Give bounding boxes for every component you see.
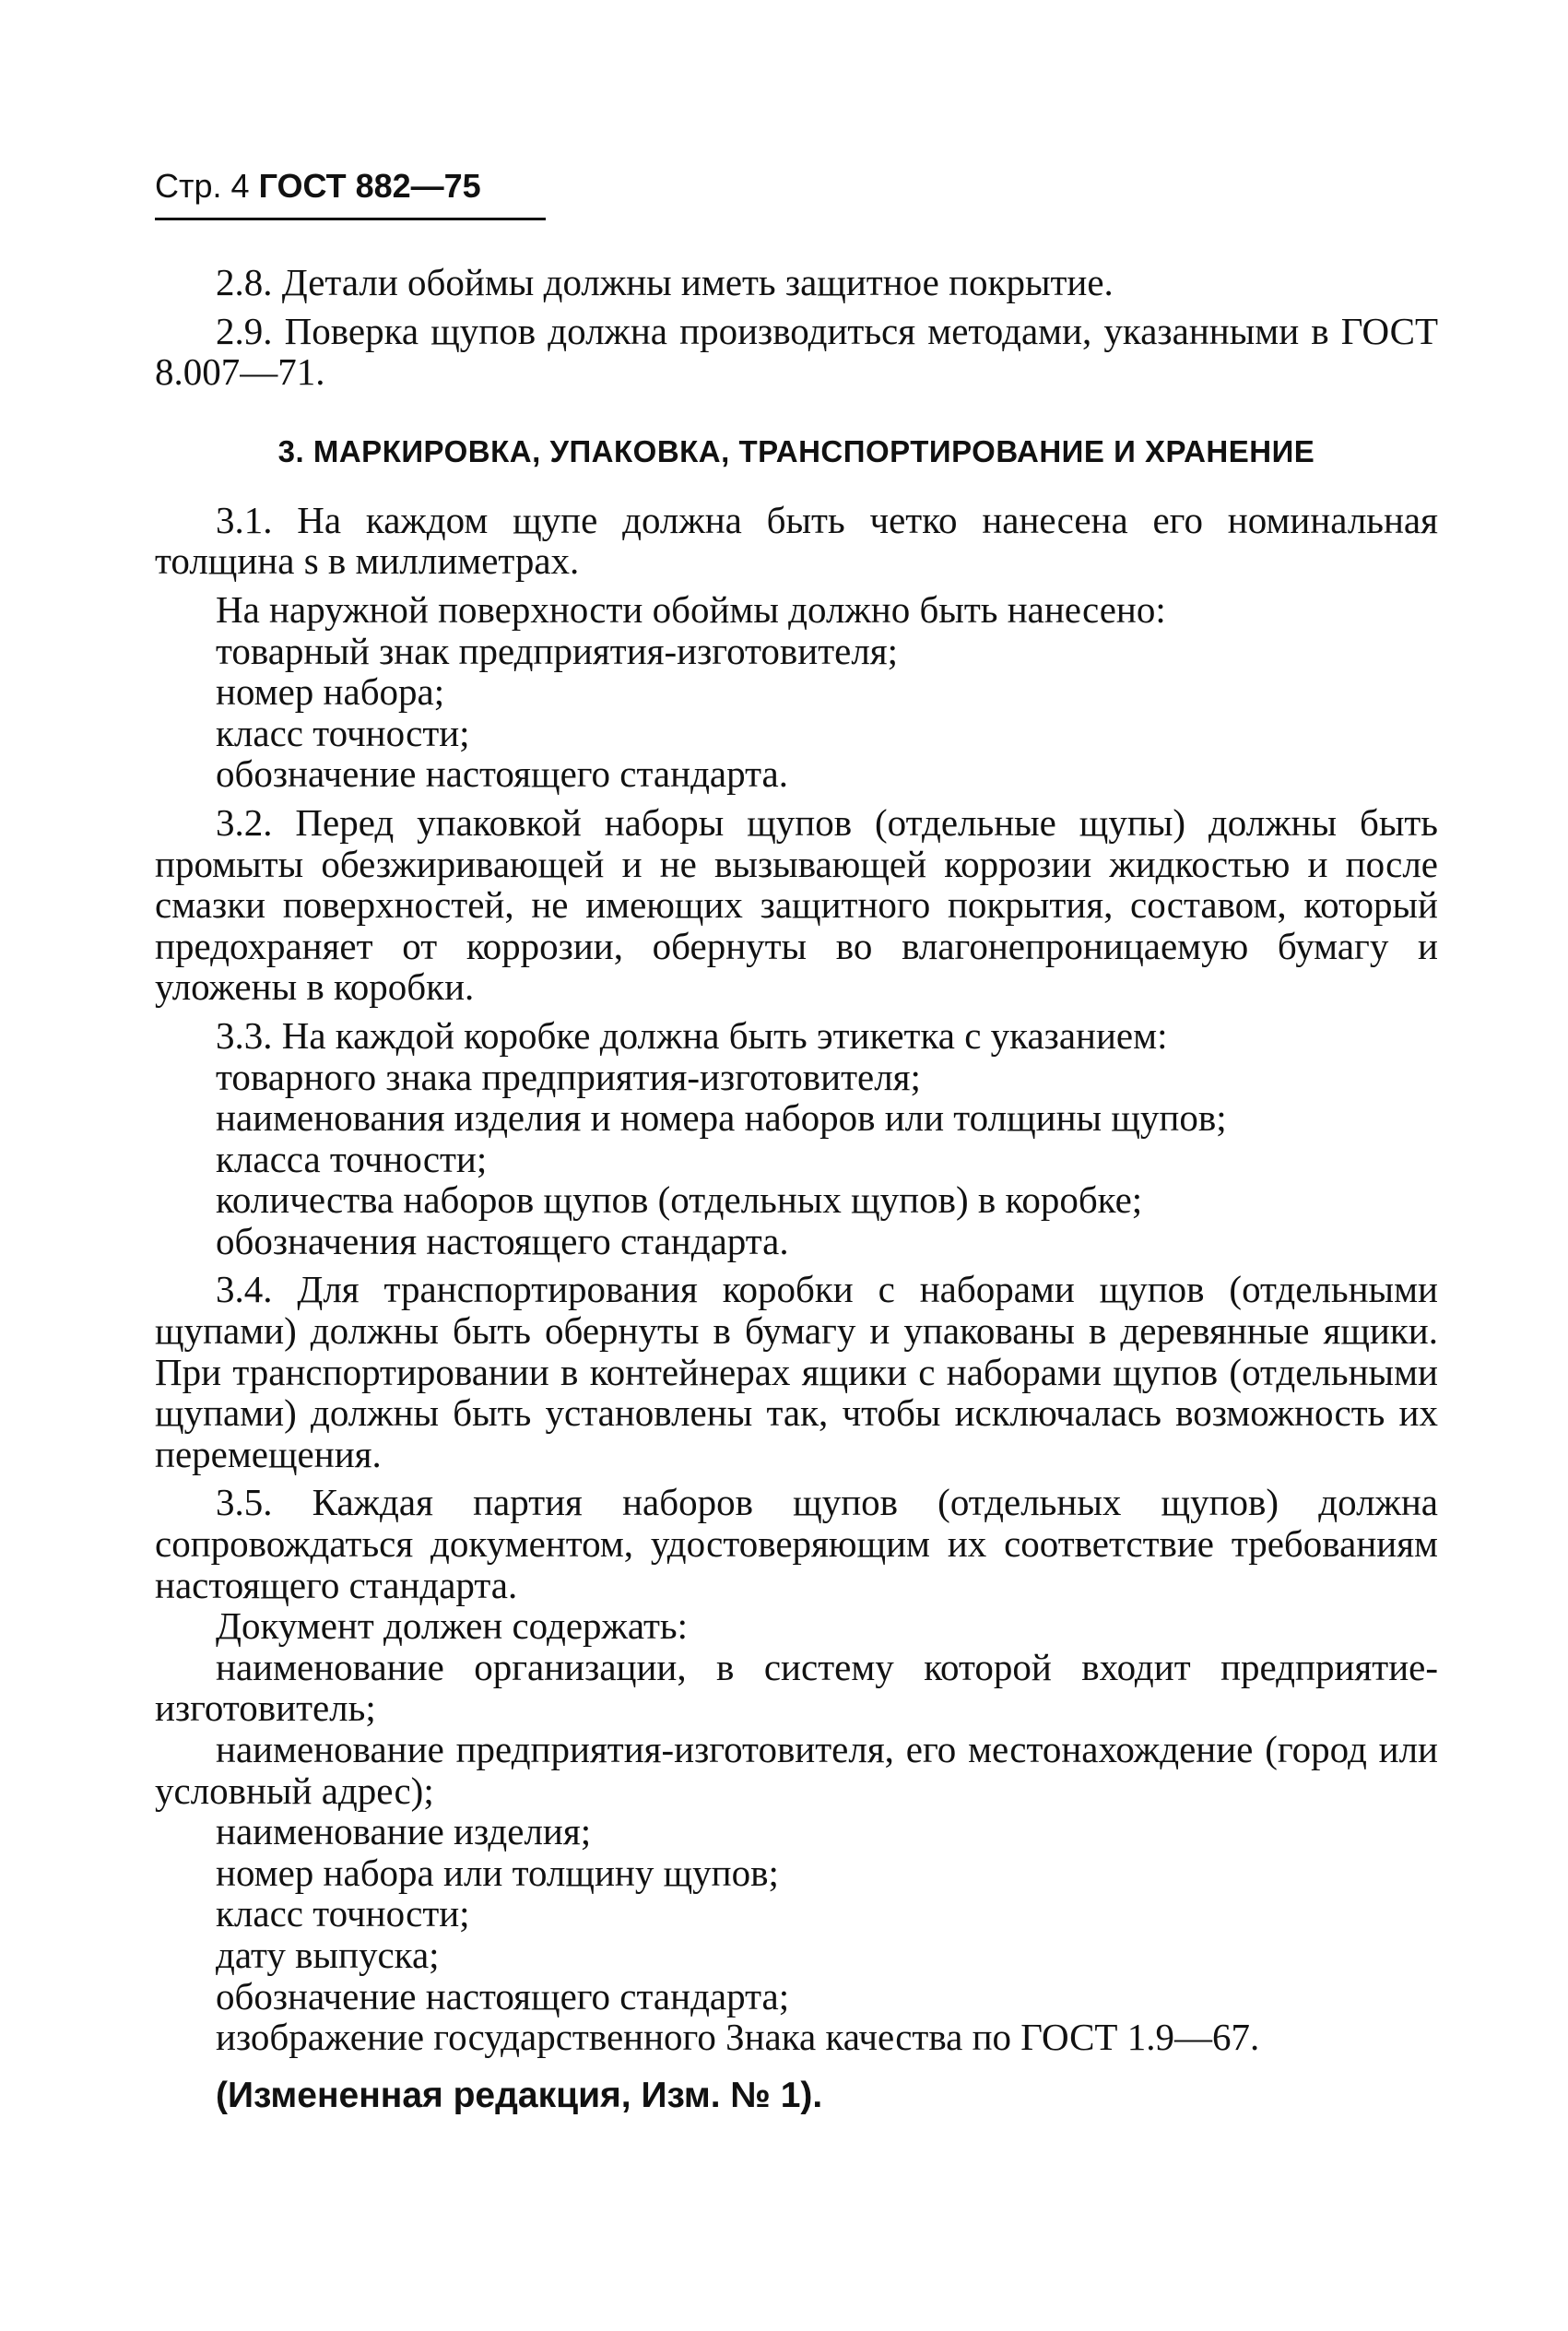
list-item: обозначение настоящего стандарта; xyxy=(216,1974,790,2017)
standard-number: ГОСТ 882—75 xyxy=(258,167,481,205)
clause-2-9: 2.9. Поверка щупов должна производиться методами, указанными в ГОСТ 8.007—71. xyxy=(155,309,1438,394)
list-item: наименование организации, в систему которой входит предприятие-изготовитель; xyxy=(155,1645,1438,1730)
clause-3-3: 3.3. На каждой коробке должна быть этикетка с указанием: xyxy=(216,1013,1168,1057)
clause-3-5-intro: Документ должен содержать: xyxy=(216,1604,689,1648)
list-item: класс точности; xyxy=(216,1892,470,1935)
clause-3-5: 3.5. Каждая партия наборов щупов (отдельных щупов) должна сопровождаться документом, удостоверяющим их соответствие требованиям настоящего стандарта. xyxy=(155,1481,1438,1606)
list-item: обозначение настоящего стандарта. xyxy=(216,752,788,796)
list-item: номер набора; xyxy=(216,670,445,714)
page-header xyxy=(155,166,481,207)
clause-3-4: 3.4. Для транспортирования коробки с наборами щупов (отдельными щупами) должны быть обернуты в бумагу и упакованы в деревянные ящики. При транспортировании в контейнерах ящики с наборами щупов (отдельными щупами) должны быть установлены так, чтобы исключалась возможность их перемещения. xyxy=(155,1268,1438,1475)
list-item: товарный знак предприятия-изготовителя; xyxy=(216,629,899,672)
list-item: изображение государственного Знака качества по ГОСТ 1.9—67. xyxy=(216,2016,1260,2059)
clause-3-2: 3.2. Перед упаковкой наборы щупов (отдельные щупы) должны быть промыты обезжиривающей и не вызывающей коррозии жидкостью и после смазки поверхностей, не имеющих защитного покрытия, составом, который предохраняет от коррозии, обернуты во влагонепроницаемую бумагу и уложены в коробки. xyxy=(155,800,1438,1009)
section-3-title: 3. МАРКИРОВКА, УПАКОВКА, ТРАНСПОРТИРОВАНИЕ И ХРАНЕНИЕ xyxy=(277,433,1315,468)
list-item: класса точности; xyxy=(216,1137,488,1180)
page-number: Стр. 4 xyxy=(155,167,250,205)
list-item: класс точности; xyxy=(216,711,470,754)
list-item: наименования изделия и номера наборов или толщины щупов; xyxy=(216,1096,1227,1140)
list-item: количества наборов щупов (отдельных щупов) в коробке; xyxy=(216,1178,1143,1222)
clause-3-1: 3.1. На каждом щупе должна быть четко нанесена его номинальная толщина s в миллиметрах. xyxy=(155,498,1438,583)
header-divider xyxy=(155,218,546,220)
list-item: дату выпуска; xyxy=(216,1933,440,1976)
clause-2-8: 2.8. Детали обоймы должны иметь защитное покрытие. xyxy=(216,261,1114,303)
clause-3-1-intro: На наружной поверхности обоймы должно быть нанесено: xyxy=(216,587,1166,631)
list-item: наименование изделия; xyxy=(216,1810,592,1853)
list-item: товарного знака предприятия-изготовителя; xyxy=(216,1055,921,1098)
document-body xyxy=(155,262,1438,2117)
list-item: номер набора или толщину щупов; xyxy=(216,1851,779,1894)
list-item: обозначения настоящего стандарта. xyxy=(216,1219,789,1262)
list-item: наименование предприятия-изготовителя, его местонахождение (город или условный адрес); xyxy=(155,1728,1438,1812)
amendment-note: (Измененная редакция, Изм. № 1). xyxy=(216,2075,823,2115)
